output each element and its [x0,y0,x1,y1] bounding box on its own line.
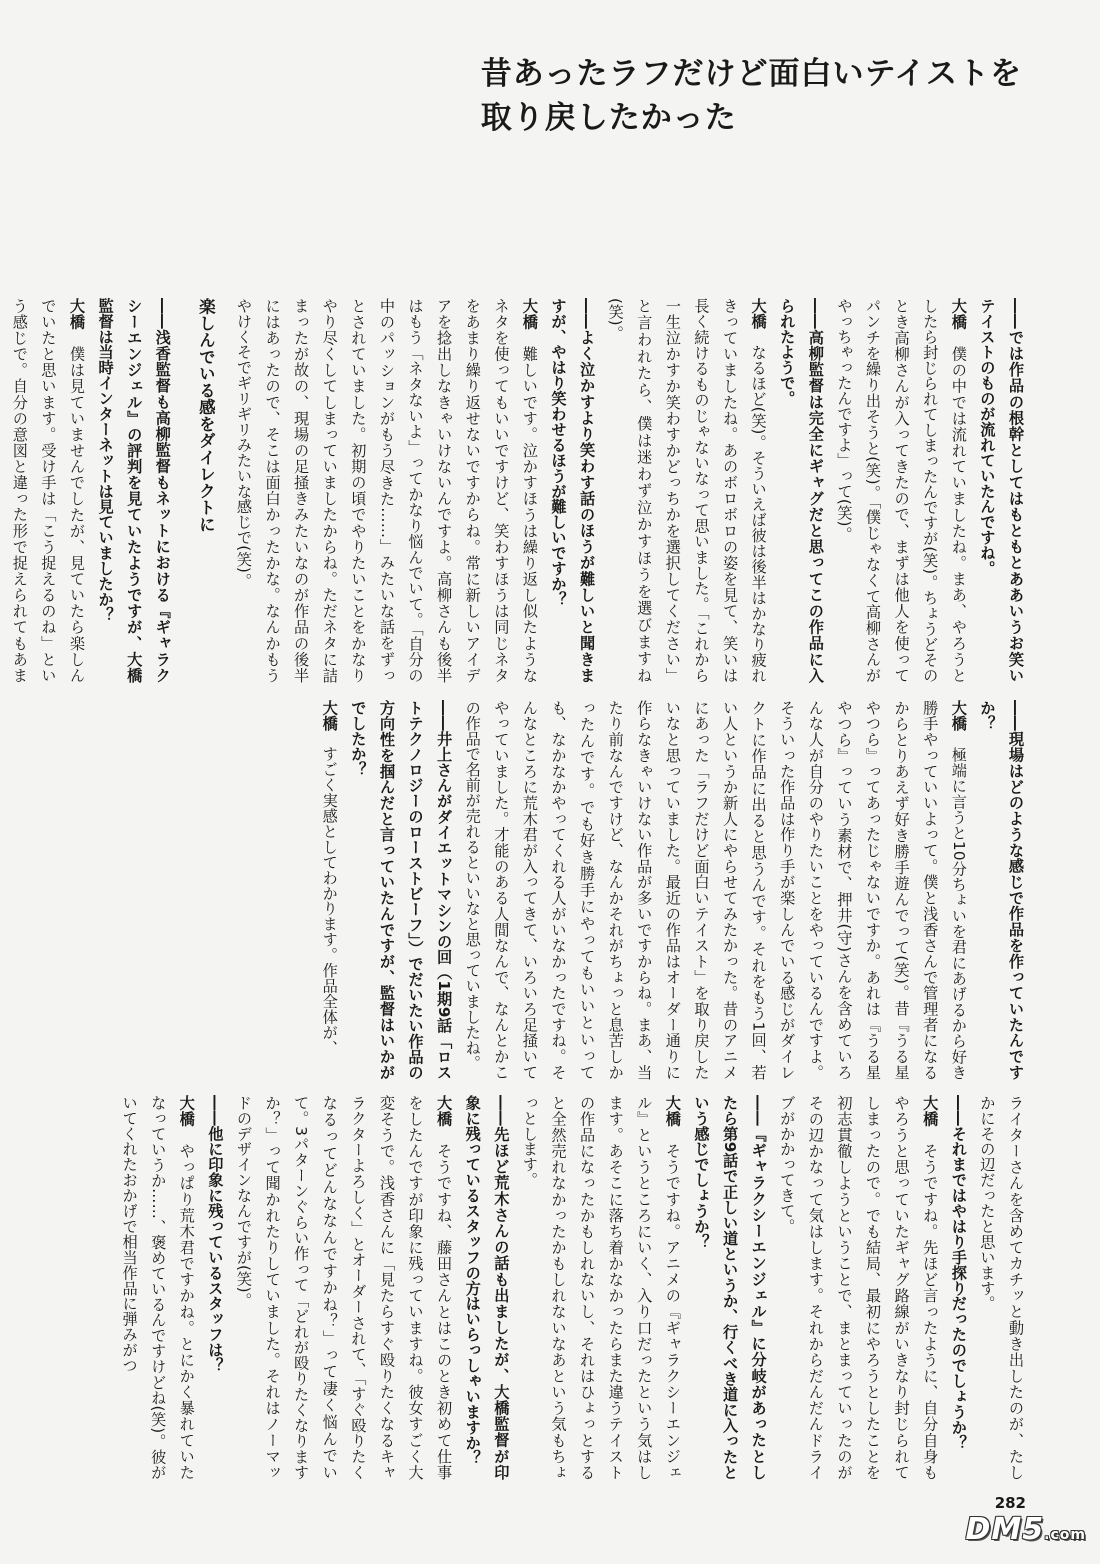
speaker-name: 大橋 [949,700,968,732]
interview-question: ――では作品の根幹としてはもともとああいうお笑いテイストのものが流れていたんですね。 [978,298,1025,683]
interview-answer [515,1095,687,1480]
answer-text: 僕の中では流れていましたね。まあ、やろうとしたら封じられてしまったんですが(笑)。ちょうどそのとき高柳さんが入ってきたので、まずは他人を使ってパンチを繰り出そうと(笑)。「僕じゃなくて高柳さんがやっちゃったんですよ」って(笑)。 [835,298,968,683]
interview-question: ――現場はどのような感じで作品を作っていたんですか？ [978,700,1025,1080]
answer-text: そうですね。アニメの『ギャラクシーエンジェル』というところにいく、入り口だったという気はします。あそこに落ち着かなかったらまた違うテイストの作品になったかもしれないし、それはひょっとすると全然売れなかったかもしれないなあという気もちょっとします。 [520,1095,682,1480]
interview-answer [601,298,773,683]
interview-question: ――よく泣かすより笑わす話のほうが難しいと聞きますが、やはり笑わせるほうが難しいですか？ [549,298,597,683]
speaker-name: 大橋 [749,298,768,330]
answer-text: 難しいです。泣かすほうは繰り返し似たようなネタを使ってもいいですけど、笑わすほうは同じネタをあまり繰り返せないですからね。常に新しいアイデアを捻出しなきゃいけないんですよ。高柳さんも後半はもう「ネタないよ」ってかなり悩んでいて。「自分の中のパッションがもう尽きた……」みたいな話をずっとされていました。初期の頃でやりたいことをかなりやり尽くしてしまっていましたからね。ただネタに詰まったが故の、現場の足掻きみたいなのが作品の後半にはあったので、そこは面白かったかな。なんかもうやけくそでギリギリみたいな感じで(笑)。 [234,298,539,683]
speaker-name: 大橋 [320,700,339,731]
article-title [481,52,1022,140]
interview-answer [115,1095,201,1480]
text-block-lower [115,1095,1030,1480]
speaker-name: 大橋 [949,298,968,331]
interview-question: ――高柳監督は完全にギャグだと思ってこの作品に入られたようで。 [778,298,825,683]
answer-text: 僕は見ていませんでしたが、見ていたら楽しんでいたと思います。受け手は「こう捉えるのね」という感じで。自分の意図と違った形で捉えられてもあま [10,298,86,683]
text-block-middle [315,700,1030,1080]
interview-question: ――それまではやはり手探りだったのでしょうか？ [949,1095,968,1451]
answer-text: なるほど(笑)。そういえば彼は後半はかなり疲れきっていましたね。あのボロボロの姿を見て、笑いは長く続けるものじゃないなって思いました。「これから一生泣かすか笑わすかどっちかを選択してください」と言われたら、僕は迷わず泣かすほうを選びますね(笑)。 [606,298,768,683]
interview-answer [773,1095,945,1480]
interview-answer [315,700,344,1080]
speaker-name: 大橋 [435,1095,454,1128]
interview-question: ――『ギャラクシーエンジェル』に分岐があったとしたら第9話で正しい道というか、行くべき道に入ったという感じでしょうか？ [692,1095,768,1480]
page-number: 282 [994,1494,1026,1512]
section-heading: 楽しんでいる感をダイレクトに [196,298,216,533]
interview-question: ――浅香監督も高柳監督もネットにおける『ギャラクシーエンジェル』の評判を見ていたようですが、大橋監督は当時インターネットは見ていましたか？ [96,298,172,683]
watermark-logo-suffix: .com [1044,1527,1086,1543]
speaker-name: 大橋 [68,298,86,331]
article-title-line-2: 取り戻したかった [480,100,737,136]
interview-answer [229,298,544,683]
interview-question: ――井上さんがダイエットマシンの回（1期9話「ロストテクノロジーのローストビーフ」）でだいたい作品の方向性を掴んだと言っていたんですが、監督はいかがでしたか？ [349,700,454,1080]
answer-text: そうですね。先ほど言ったように、自分自身もやろうと思っていたギャグ路線がいきなり封じられてしまったので。でも結局、最初にやろうとしたことを初志貫徹しようということで、まとまっていったのがその辺かなって気はします。それからだんだんドライブがかかってきて。 [778,1095,940,1480]
article-title-line-1: 昔あったラフだけど面白いテイストを [480,56,1022,92]
interview-answer [830,298,973,683]
answer-text: そうですね、藤田さんとはこのとき初めて仕事をしたんですが印象に残っていますね。彼女すごく大変そうで。浅香さんに「見たらすぐ殴りたくなるキャラクターよろしく」とオーダーされて、「すぐ殴りたくなるってどんななんですかね？」って凄く悩んでいて。3パターンぐらい作って「どれが殴りたくなりますか？」って聞かれたりしていました。それはノーマッドのデザインなんですが(笑)。 [234,1095,454,1480]
answer-text: やっぱり荒木君ですかね。とにかく暴れていたなっていうか……、褒めているんですけどね(笑)。彼がいてくれたおかげで相当作品に弾みがつ [120,1095,196,1480]
speaker-name: 大橋 [663,1095,682,1128]
answer-text: 極端に言うと10分ちょいを君にあげるから好き勝手やっていいよって。僕と浅香さんで管理者になるからとりあえず好き勝手遊んでって(笑)。昔『うる星やつら』ってあったじゃないですか。あれは『うる星やつら』っていう素材で、押井(守)さんを含めていろんな人が自分のやりたいことをやっているんですよ。そういった作品は作り手が楽しんでいる感じがダイレクトに作品に出ると思うんです。それをもう1回、若い人というか新人にやらせてみたかった。昔のアニメにあった「ラフだけど面白いテイスト」を取り戻したいなと思っていました。最近の作品はオーダー通りに作らなきゃいけない作品が多いですからね。まあ、当たり前なんですけど、なんかそれがちょっと息苦しかったんです。でも好き勝手にやってもいいといっても、なかなかやってくれる人がいなかったですね。そんなところに荒木君が入ってきて、いろいろ足掻いてやっていました。才能のある人間なんで、なんとかこの作品で名前が売れるといいなと思っていましたね。 [463,700,968,1080]
answer-continuation: ライターさんを含めてカチッと動き出したのが、たしかにその辺だったと思います。 [978,1095,1025,1480]
interview-question: ――先ほど荒木さんの話も出ましたが、大橋監督が印象に残っているスタッフの方はいらっしゃいますか？ [463,1095,511,1480]
interview-answer [229,1095,458,1480]
speaker-name: 大橋 [921,1095,940,1128]
answer-text: すごく実感としてわかります。作品全体が、 [320,730,339,1056]
speaker-name: 大橋 [177,1095,196,1128]
interview-answer [0,298,91,683]
interview-answer [458,700,973,1080]
speaker-name: 大橋 [520,298,539,331]
watermark-logo-main: DM5 [965,1512,1045,1547]
interview-question: ――他に印象に残っているスタッフは？ [206,1095,225,1374]
watermark-logo [966,1512,1086,1547]
text-block-upper [0,298,1030,683]
